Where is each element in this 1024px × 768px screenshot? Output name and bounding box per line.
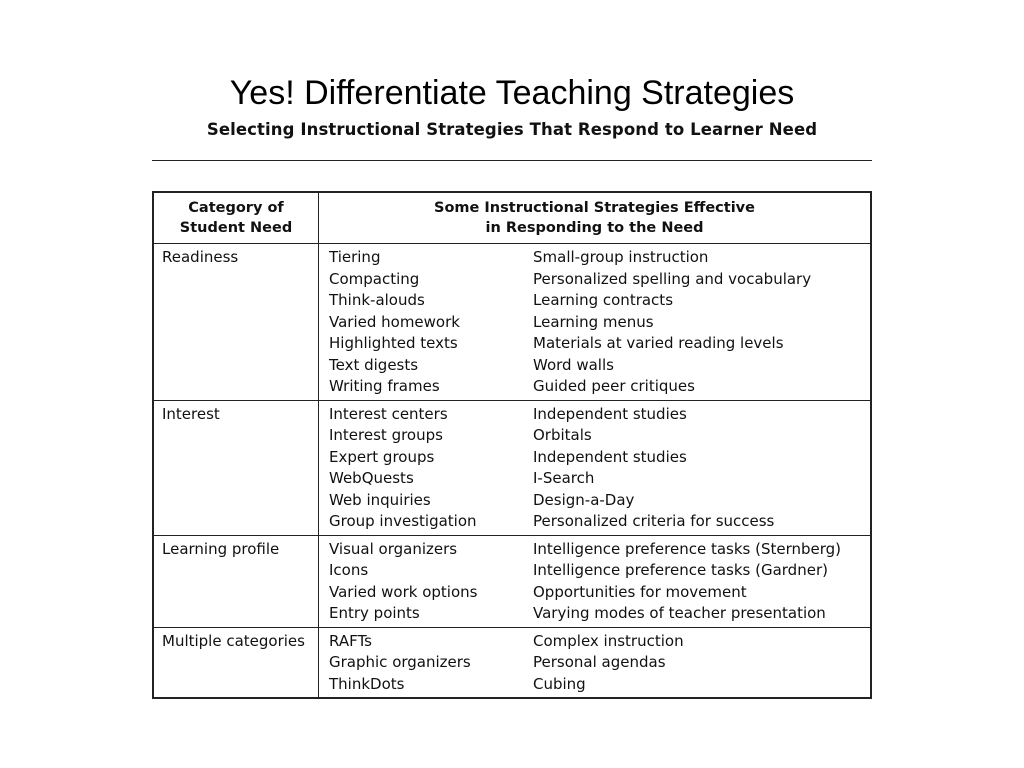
strategy-item: Materials at varied reading levels [533, 334, 784, 352]
strategy-list-left [329, 247, 533, 398]
strategy-item: Writing frames [329, 377, 440, 395]
strategy-item: Tiering [329, 248, 381, 266]
strategy-item: Independent studies [533, 404, 687, 423]
strategy-list-right [533, 404, 870, 533]
strategy-item: Intelligence preference tasks (Gardner) [533, 561, 828, 579]
strategy-list-left [329, 404, 533, 533]
strategy-item: Varying modes of teacher presentation [533, 604, 826, 622]
divider-rule [152, 160, 872, 161]
strategies-cell [319, 535, 872, 627]
strategy-item: ThinkDots [329, 674, 405, 693]
strategy-item: Personalized spelling and vocabulary [533, 269, 812, 288]
category-cell: Multiple categories [153, 627, 319, 698]
strategies-cell [319, 400, 872, 535]
strategy-item: Word walls [533, 355, 614, 374]
strategy-item: Visual organizers [329, 539, 458, 558]
strategy-list-left [329, 539, 533, 625]
strategy-list-right [533, 247, 870, 398]
strategy-item: Varied work options [329, 582, 478, 601]
strategy-item: Text digests [329, 355, 419, 374]
strategy-item: Graphic organizers [329, 653, 471, 671]
strategy-item: Entry points [329, 604, 420, 622]
table-row [153, 627, 871, 698]
strategy-item: Highlighted texts [329, 334, 458, 352]
table-header-row [153, 192, 871, 244]
table-row [153, 244, 871, 401]
table-subtitle: Selecting Instructional Strategies That Respond to Learner Need [206, 120, 818, 139]
category-cell: Learning profile [153, 535, 319, 627]
strategy-item: Guided peer critiques [533, 377, 695, 395]
header-category: Category of Student Need [153, 192, 319, 244]
strategy-item: Independent studies [533, 447, 687, 466]
table-row [153, 535, 871, 627]
strategies-cell [319, 627, 872, 698]
strategy-item: Icons [329, 561, 369, 579]
strategy-item: Expert groups [329, 447, 435, 466]
strategy-list-left [329, 631, 533, 696]
strategy-item: Think-alouds [329, 291, 425, 309]
strategy-list-right [533, 631, 870, 696]
strategy-item: Personal agendas [533, 653, 666, 671]
strategy-item: Learning contracts [533, 291, 674, 309]
category-cell: Readiness [153, 244, 319, 401]
strategy-item: Complex instruction [533, 631, 684, 650]
strategy-item: Varied homework [329, 312, 460, 331]
strategies-cell [319, 244, 872, 401]
header-strategies: Some Instructional Strategies Effective in Responding to the Need [319, 192, 872, 244]
strategy-item: Learning menus [533, 312, 654, 331]
strategy-item: RAFTs [329, 631, 372, 650]
strategy-item: Intelligence preference tasks (Sternberg) [533, 539, 842, 558]
strategy-item: Interest groups [329, 426, 443, 444]
strategy-item: I-Search [533, 469, 595, 487]
strategy-item: Design-a-Day [533, 490, 635, 509]
strategy-item: Cubing [533, 674, 586, 693]
strategy-item: Opportunities for movement [533, 582, 747, 601]
strategy-item: Small-group instruction [533, 248, 709, 266]
strategy-item: Interest centers [329, 404, 448, 423]
strategy-item: Orbitals [533, 426, 592, 444]
strategy-item: Group investigation [329, 512, 477, 530]
strategy-item: WebQuests [329, 469, 414, 487]
slide-title: Yes! Differentiate Teaching Strategies [229, 74, 795, 112]
strategy-item: Web inquiries [329, 490, 431, 509]
category-cell: Interest [153, 400, 319, 535]
strategies-table [152, 191, 872, 699]
strategy-item: Personalized criteria for success [533, 512, 775, 530]
strategy-list-right [533, 539, 870, 625]
table-row [153, 400, 871, 535]
strategy-item: Compacting [329, 269, 420, 288]
